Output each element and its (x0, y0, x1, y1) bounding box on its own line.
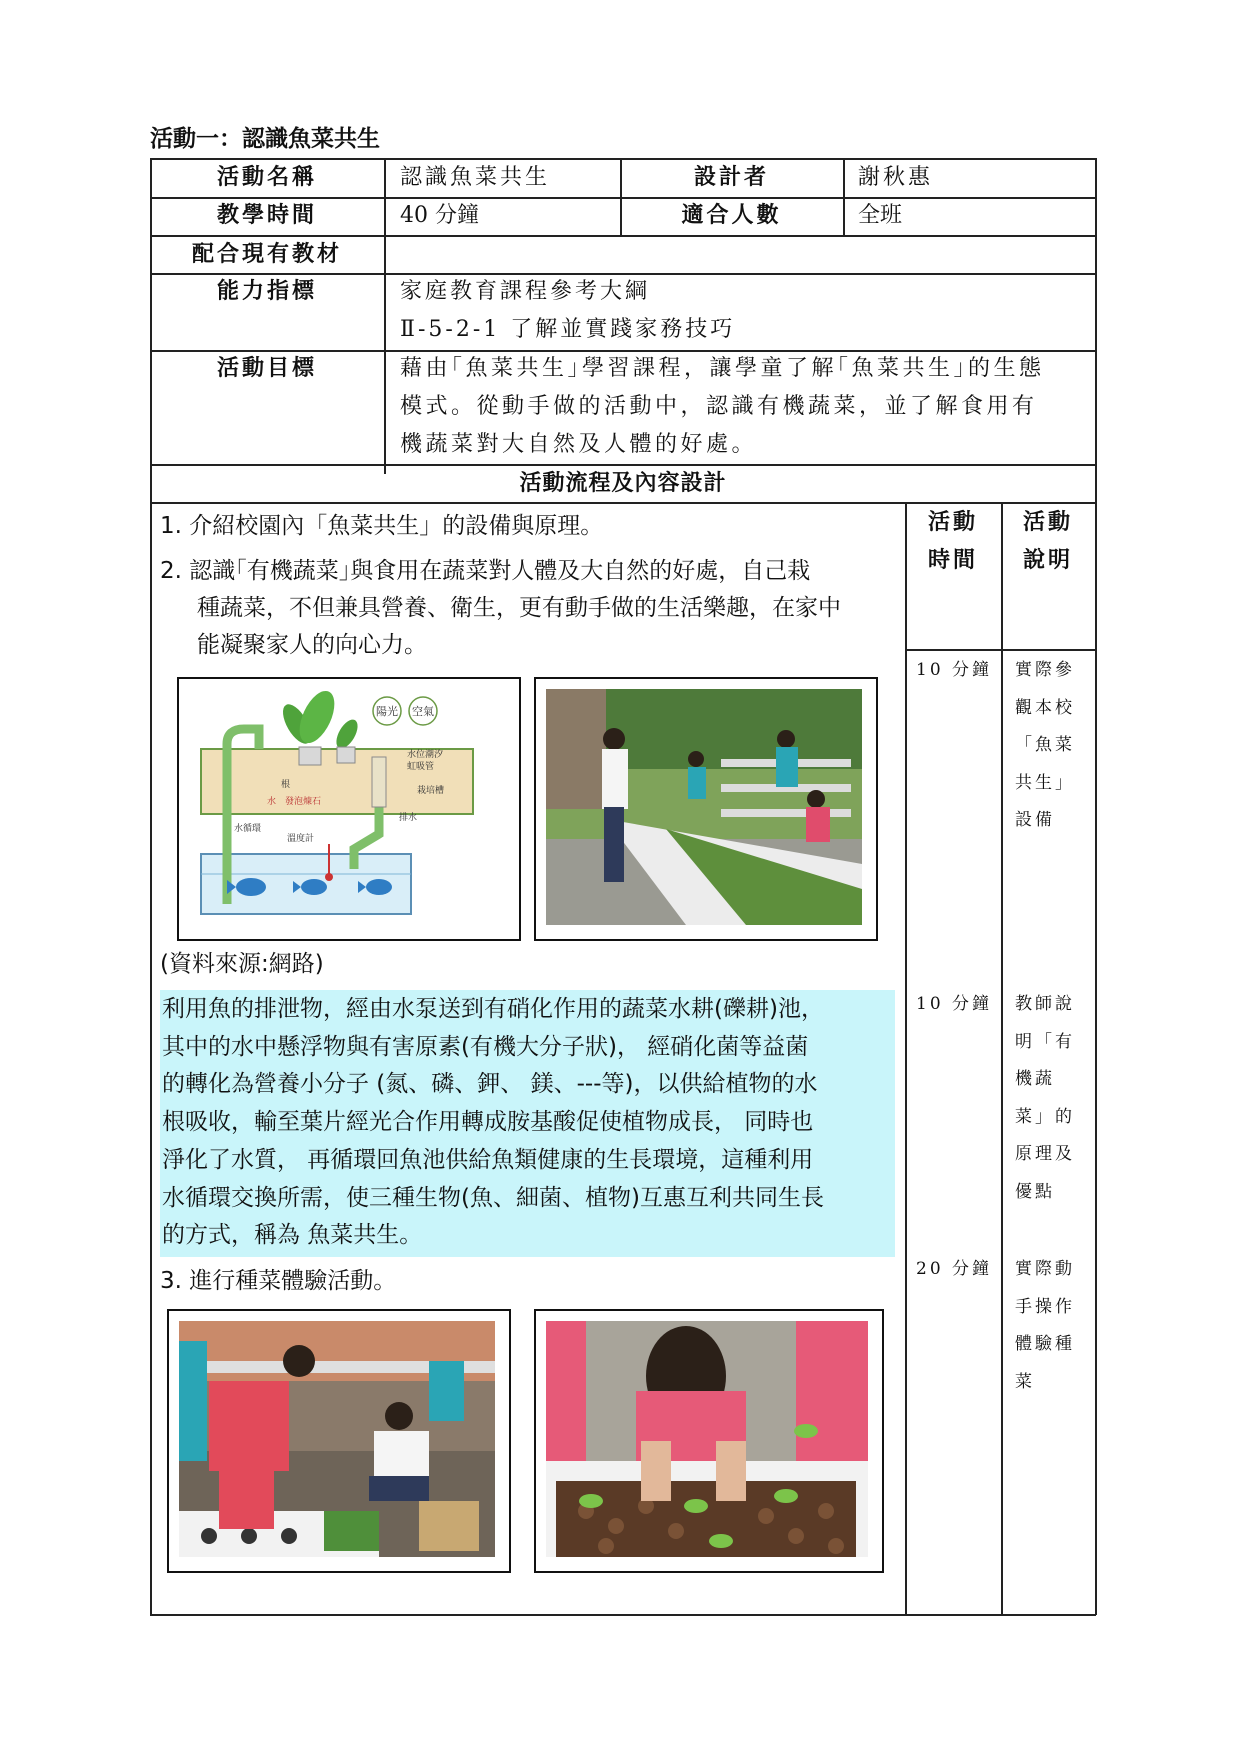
row3-description: 實際動 手操作 體驗種 菜 (1015, 1259, 1075, 1392)
time-column-header: 活動 時間 (927, 510, 978, 573)
explanation-paragraph: 利用魚的排泄物，經由水泵送到有硝化作用的蔬菜水耕(礫耕)池， 其中的水中懸浮物與有害原素(有機大分子狀)， 經硝化菌等益菌 的轉化為營養小分子 (氮、磷、鉀、 鎂、---等)，以供給植物的水 根吸收，輸至葉片經光合作用轉成胺基酸促使植物成長， 同時也 淨化了水質， 再循環回魚池供給魚類健康的生長環境，這種利用 水循環交換所需，使三種生物(魚、細菌、植物)互惠互利共同生長 的方式，稱為 魚菜共生。 (162, 996, 824, 1249)
objective-line-1: 藉由｢魚菜共生｣學習課程，讓學童了解｢魚菜共生｣的生態 (400, 356, 1045, 381)
svg-text:排水: 排水 (399, 813, 418, 823)
teaching-time-value: 40 分鐘 (400, 203, 479, 228)
step-1: 1. 介紹校園內「魚菜共生」的設備與原理。 (160, 513, 604, 539)
photo-planting-group (167, 1309, 511, 1573)
objective-label: 活動目標 (216, 356, 317, 381)
image-source-note: (資料來源:網路) (160, 951, 324, 977)
row3-time: 20 分鐘 (916, 1259, 993, 1279)
svg-text:發泡煉石: 發泡煉石 (285, 797, 322, 807)
svg-text:陽光: 陽光 (376, 705, 398, 718)
designer-label: 設計者 (693, 165, 769, 190)
objective-line-3: 機蔬菜對大自然及人體的好處。 (400, 432, 758, 457)
svg-text:水循環: 水循環 (234, 824, 262, 834)
svg-text:虹吸管: 虹吸管 (407, 762, 435, 772)
svg-text:水位潮汐: 水位潮汐 (407, 750, 444, 760)
teaching-time-label: 教學時間 (216, 203, 317, 228)
svg-text:根: 根 (281, 780, 291, 790)
photo-planting-closeup (534, 1309, 884, 1573)
competency-line-1: 家庭教育課程參考大綱 (400, 279, 651, 304)
flow-section-header: 活動流程及內容設計 (519, 471, 727, 496)
objective-line-2: 模式。從動手做的活動中，認識有機蔬菜，並了解食用有 (400, 394, 1038, 419)
svg-text:栽培槽: 栽培槽 (417, 786, 445, 796)
row2-time: 10 分鐘 (916, 994, 993, 1014)
step-2-line-1: 2. 認識｢有機蔬菜｣與食用在蔬菜對人體及大自然的好處，自己栽 (160, 558, 811, 584)
description-column-header: 活動 說明 (1022, 510, 1073, 573)
svg-text:空氣: 空氣 (412, 705, 434, 718)
designer-value: 謝秋惠 (858, 165, 934, 190)
photo-visit-facility (534, 677, 878, 941)
activity-name-label: 活動名稱 (216, 165, 317, 190)
aquaponics-diagram (177, 677, 521, 941)
document-title: 活動一：認識魚菜共生 (150, 126, 380, 152)
step-3: 3. 進行種菜體驗活動。 (160, 1268, 397, 1294)
materials-label: 配合現有教材 (191, 242, 342, 267)
group-size-value: 全班 (858, 203, 903, 228)
row1-time: 10 分鐘 (916, 660, 993, 680)
svg-text:溫度計: 溫度計 (287, 834, 315, 844)
competency-label: 能力指標 (216, 279, 317, 304)
step-2-line-2: 種蔬菜，不但兼具營養、衛生，更有動手做的生活樂趣，在家中 (197, 595, 841, 621)
group-size-label: 適合人數 (681, 203, 782, 228)
row2-description: 教師說 明「有 機蔬 菜」的 原理及 優點 (1015, 994, 1075, 1202)
activity-name-value: 認識魚菜共生 (400, 165, 551, 190)
step-2-line-3: 能凝聚家人的向心力。 (197, 632, 427, 658)
competency-line-2: Ⅱ-5-2-1 了解並實踐家務技巧 (400, 317, 736, 342)
row1-description: 實際參 觀本校 「魚菜 共生」 設備 (1015, 660, 1075, 830)
svg-text:水: 水 (267, 797, 277, 807)
